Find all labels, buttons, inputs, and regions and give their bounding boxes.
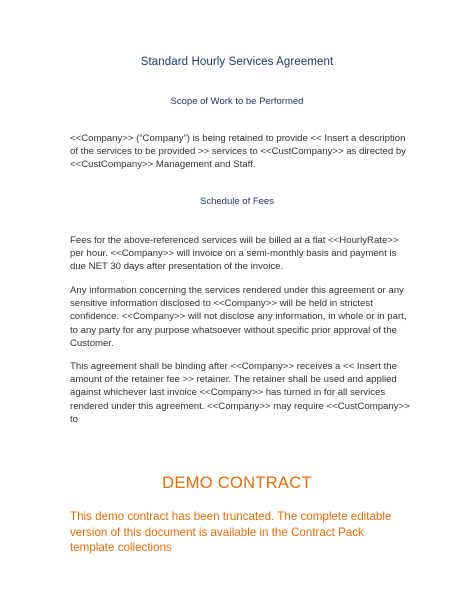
document-title: Standard Hourly Services Agreement bbox=[140, 56, 334, 68]
retainer-paragraph: This agreement shall be binding after <<Company>> receives a << Insert the amount of the retainer fee >> retainer. The retainer shall be used and applied against whichever last invoice <<Company>> has turned in for all services rendered under this agreement. <<Company>> may require <<CustCompany>> to bbox=[70, 361, 410, 425]
scope-paragraph: <<Company>> (“Company”) is being retained to provide << Insert a description of the services to be provided >> services to <<CustCompany>> as directed by <<CustCompany>> Management and Staff. bbox=[70, 133, 406, 171]
demo-contract-title: DEMO CONTRACT bbox=[162, 474, 312, 492]
section-heading-scope: Scope of Work to be Performed bbox=[170, 96, 304, 107]
fees-paragraph: Fees for the above-referenced services will be billed at a flat <<HourlyRate>> per hour. <<Company>> will invoice on a semi-monthly basis and payment is due NET 30 days after presentation of the invoice. bbox=[70, 235, 399, 273]
confidentiality-paragraph: Any information concerning the services rendered under this agreement or any sensitive information disclosed to <<Company>> will be held in strictest confidence. <<Company>> will not disclose any information, in whole or in part, to any party for any purpose whatsoever without specific prior approval of the Customer. bbox=[70, 285, 407, 349]
section-heading-fees: Schedule of Fees bbox=[200, 196, 274, 207]
demo-contract-notice: This demo contract has been truncated. The complete editable version of this document is available in the Contract Pack template collections bbox=[70, 510, 392, 554]
